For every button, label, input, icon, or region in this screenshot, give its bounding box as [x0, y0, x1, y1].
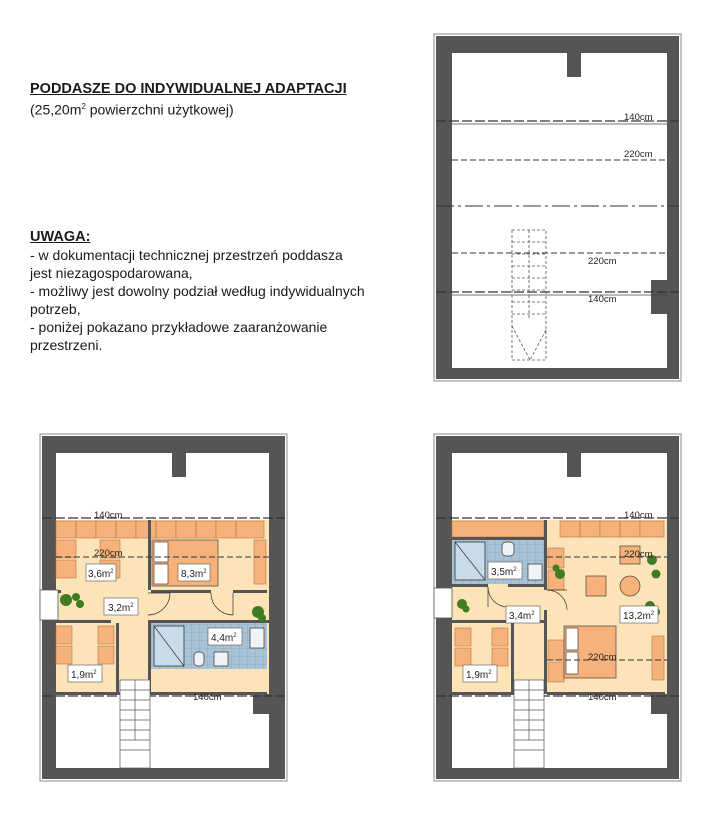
dim-label: 140cm	[624, 510, 653, 521]
area-sup: 2	[203, 569, 207, 575]
table	[620, 576, 640, 596]
wall-pier	[651, 280, 667, 314]
subtitle-area: (25,20m	[30, 101, 82, 118]
notes-heading: UWAGA:	[30, 228, 91, 245]
note-line: przestrzeni.	[30, 336, 103, 353]
dim-label: 140cm	[624, 112, 653, 123]
dim-label: 220cm	[624, 549, 653, 560]
area-label	[208, 628, 242, 645]
plan-top	[434, 34, 681, 381]
window	[434, 588, 452, 618]
subtitle-text: powierzchni użytkowej)	[85, 101, 234, 118]
area-value: 1,9m	[71, 670, 94, 681]
area-value: 3,2m	[108, 603, 131, 614]
area-sup: 2	[531, 611, 535, 617]
area-value: 1,9m	[466, 670, 489, 681]
area-label	[506, 606, 540, 623]
note-line: - poniżej pokazano przykładowe zaaranżowanie	[30, 318, 328, 335]
area-value: 4,4m	[211, 633, 234, 644]
area-label	[104, 598, 138, 615]
area-sup: 2	[110, 569, 114, 575]
area-label	[178, 564, 210, 581]
dim-label: 220cm	[588, 652, 617, 663]
plan-top-frame	[434, 34, 681, 381]
area-sup: 2	[650, 611, 655, 617]
area-sup: 2	[233, 633, 237, 639]
note-line: - możliwy jest dowolny podział według indywidualnych	[30, 282, 365, 299]
dim-label: 220cm	[624, 149, 653, 160]
dim-label: 140cm	[588, 692, 617, 703]
area-label	[463, 665, 497, 682]
dim-label: 140cm	[94, 510, 123, 521]
area-label	[620, 606, 658, 623]
window	[40, 590, 58, 620]
dim-label: 140cm	[193, 692, 222, 703]
area-value: 3,4m	[509, 611, 532, 622]
dim-label: 140cm	[588, 294, 617, 305]
area-sup: 2	[93, 670, 97, 676]
area-value: 8,3m	[181, 569, 204, 580]
dim-label: 220cm	[588, 256, 617, 267]
staircase	[120, 680, 150, 768]
area-value: 3,5m	[491, 567, 514, 578]
area-sup: 2	[513, 567, 517, 573]
note-line: jest niezagospodarowana,	[30, 264, 193, 281]
subtitle-sup: 2	[81, 102, 86, 111]
area-value: 13,2m	[623, 611, 651, 622]
area-label	[86, 564, 116, 581]
page-title: PODDASZE DO INDYWIDUALNEJ ADAPTACJI	[30, 81, 347, 97]
svg-text:13,2m2	[623, 611, 655, 622]
area-label	[488, 562, 522, 579]
area-sup: 2	[130, 603, 134, 609]
note-line: - w dokumentacji technicznej przestrzeń poddasza	[30, 246, 343, 263]
area-sup: 2	[488, 670, 492, 676]
plan-right	[434, 434, 681, 781]
area-label	[68, 665, 102, 682]
staircase	[514, 680, 544, 768]
dim-label: 220cm	[94, 548, 123, 559]
area-value: 3,6m	[88, 569, 111, 580]
note-line: potrzeb,	[30, 300, 81, 317]
chimney	[567, 453, 581, 477]
plan-left	[40, 434, 287, 781]
chimney	[172, 453, 186, 477]
chimney	[567, 53, 581, 77]
